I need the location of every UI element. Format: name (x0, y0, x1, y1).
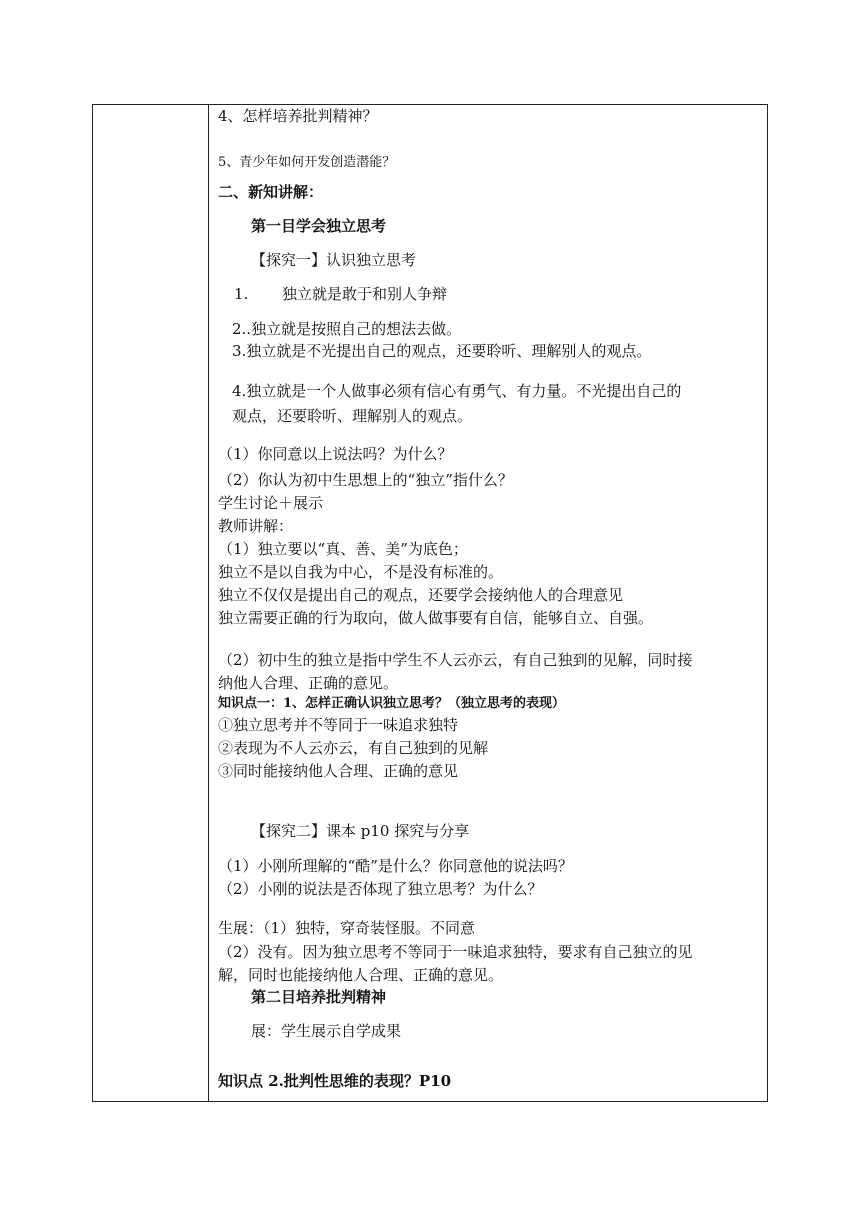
explanation-line-2: 独立不是以自我为中心，不是没有标准的。 (218, 563, 504, 581)
statement-3: 3.独立就是不光提出自己的观点，还要聆听、理解别人的观点。 (232, 342, 652, 360)
inquiry-one-title: 【探究一】认识独立思考 (251, 251, 417, 269)
explanation-point-2-line-2: 纳他人合理、正确的意见。 (218, 674, 399, 692)
knowledge-point-1-item-2: ②表现为不人云亦云，有自己独到的见解 (218, 739, 489, 757)
knowledge-point-1-heading: 知识点一：1、怎样正确认识独立思考？（独立思考的表现） (218, 696, 566, 711)
statement-1-number: 1. (234, 285, 249, 303)
statement-4-line-2: 观点，还要聆听、理解别人的观点。 (232, 407, 473, 425)
statement-1 (234, 284, 447, 304)
discussion-question-1: （1）你同意以上说法吗？为什么？ (218, 445, 453, 463)
statement-1-text: 独立就是敢于和别人争辩 (282, 285, 448, 303)
inquiry-two-question-1: （1）小刚所理解的“酷”是什么？你同意他的说法吗？ (218, 857, 573, 875)
inquiry-two-question-2: （2）小刚的说法是否体现了独立思考？为什么？ (218, 880, 543, 898)
explanation-point-1: （1）独立要以“真、善、美”为底色； (218, 540, 468, 558)
explanation-line-4: 独立需要正确的行为取向，做人做事要有自信，能够自立、自强。 (218, 609, 654, 627)
explanation-line-3: 独立不仅仅是提出自己的观点，还要学会接纳他人的合理意见 (218, 586, 624, 604)
student-answer-2-line-2: 解，同时也能接纳他人合理、正确的意见。 (218, 966, 504, 984)
inquiry-two-title: 【探究二】课本 p10 探究与分享 (251, 822, 470, 840)
question-4: 4、怎样培养批判精神？ (218, 107, 378, 125)
table-column-divider (208, 104, 209, 1102)
statement-2: 2..独立就是按照自己的想法去做。 (232, 320, 462, 338)
discussion-question-2: （2）你认为初中生思想上的“独立”指什么？ (218, 471, 513, 489)
knowledge-point-1-item-1: ①独立思考并不等同于一味追求独特 (218, 716, 459, 734)
section-heading-new-knowledge: 二、新知讲解： (218, 183, 324, 201)
student-display-note: 展：学生展示自学成果 (251, 1022, 402, 1040)
question-5: 5、青少年如何开发创造潜能？ (218, 155, 396, 170)
explanation-point-2-line-1: （2）初中生的独立是指中学生不人云亦云，有自己独到的见解，同时接 (218, 651, 693, 669)
subsection-heading-critical-spirit: 第二目培养批判精神 (251, 988, 387, 1006)
subsection-heading-independent-thinking: 第一目学会独立思考 (251, 217, 387, 235)
knowledge-point-1-item-3: ③同时能接纳他人合理、正确的意见 (218, 762, 459, 780)
teacher-explanation-label: 教师讲解： (218, 517, 294, 535)
knowledge-point-2-heading: 知识点 2.批判性思维的表现？P10 (218, 1072, 452, 1090)
student-answer-1: 生展：（1）独特，穿奇装怪服。不同意 (218, 919, 476, 937)
statement-4-line-1: 4.独立就是一个人做事必须有信心有勇气、有力量。不光提出自己的 (232, 382, 682, 400)
student-answer-2-line-1: （2）没有。因为独立思考不等同于一味追求独特，要求有自己独立的见 (218, 943, 693, 961)
student-discussion-label: 学生讨论＋展示 (218, 494, 324, 512)
